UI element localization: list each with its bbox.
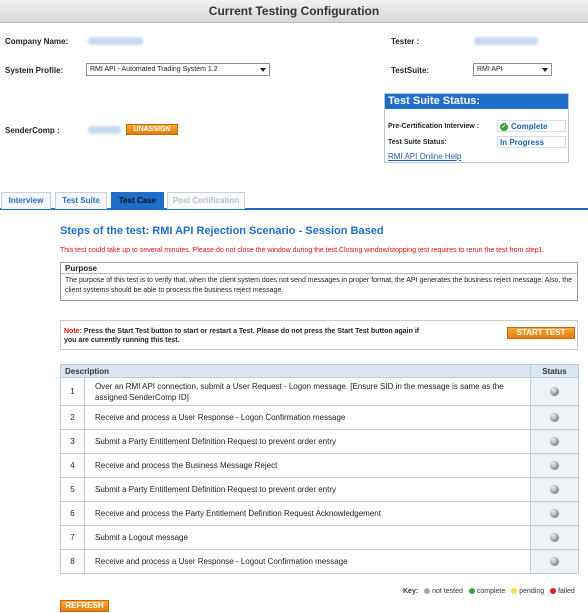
status-not-tested-icon <box>550 557 559 566</box>
step-description: Submit a Party Entitlement Definition Request to prevent order entry <box>85 478 531 502</box>
steps-title: Steps of the test: RMI API Rejection Scenario - Session Based <box>60 225 384 237</box>
system-profile-value: RMI API - Automated Trading System 1.2 <box>90 66 218 73</box>
step-status <box>531 550 579 574</box>
table-row <box>61 430 579 454</box>
step-description: Receive and process the Business Message Reject <box>85 454 531 478</box>
status-not-tested-icon <box>550 485 559 494</box>
purpose-box <box>60 262 578 301</box>
step-status <box>531 502 579 526</box>
key-pending: pending <box>519 588 545 595</box>
step-status <box>531 406 579 430</box>
chevron-down-icon <box>260 68 266 72</box>
step-number: 8 <box>61 550 85 574</box>
step-description: Submit a Party Entitlement Definition Request to prevent order entry <box>85 430 531 454</box>
step-number: 3 <box>61 430 85 454</box>
step-number: 5 <box>61 478 85 502</box>
note-text: Press the Start Test button to start or restart a Test. Please do not press the Start Test button again if you are currently running this test. <box>64 328 420 344</box>
pending-dot-icon <box>511 588 517 594</box>
not-tested-dot-icon <box>424 588 430 594</box>
tab-interview[interactable]: Interview <box>1 192 51 209</box>
table-row <box>61 378 579 406</box>
testsuite-label: TestSuite: <box>391 66 430 75</box>
key-not-tested: not tested <box>432 588 463 595</box>
status-not-tested-icon <box>550 387 559 396</box>
table-row <box>61 406 579 430</box>
table-header-row <box>61 365 579 378</box>
purpose-heading: Purpose <box>61 263 577 274</box>
step-number: 7 <box>61 526 85 550</box>
status-not-tested-icon <box>550 509 559 518</box>
column-header-status: Status <box>531 365 579 378</box>
step-description: Receive and process the Party Entitlement Definition Request Acknowledgement <box>85 502 531 526</box>
start-test-button[interactable]: START TEST <box>507 327 575 339</box>
suite-status-value: In Progress <box>497 136 566 148</box>
tab-test-suite[interactable]: Test Suite <box>55 192 107 209</box>
precert-value: Complete <box>511 122 548 131</box>
step-status <box>531 378 579 406</box>
key-complete: complete <box>476 588 506 595</box>
unassign-button[interactable]: UNASSIGN <box>126 124 178 135</box>
sendercomp-value-redacted <box>88 126 121 134</box>
step-number: 2 <box>61 406 85 430</box>
step-description: Receive and process a User Response - Logon Confirmation message <box>85 406 531 430</box>
note <box>64 327 424 345</box>
tester-value-redacted <box>474 37 538 45</box>
key-label: Key: <box>403 588 419 595</box>
test-suite-status-panel <box>384 93 569 163</box>
suite-status-label: Test Suite Status: <box>388 139 447 146</box>
step-number: 6 <box>61 502 85 526</box>
step-description: Over an RMI API connection, submit a User Request - Logon message. [Ensure SID in the message is same as the assigned SenderComp ID] <box>85 378 531 406</box>
warning-text: This test could take up to several minutes. Please do not close the window during the test.Closing window/stopping test requires to rerun the test from step1. <box>60 247 545 254</box>
complete-dot-icon <box>469 588 475 594</box>
page-title: Current Testing Configuration <box>0 0 588 23</box>
step-description: Submit a Logout message <box>85 526 531 550</box>
status-key <box>403 588 575 595</box>
testsuite-value: RMI API <box>477 66 503 73</box>
purpose-text: The purpose of this test is to verify that, when the client system does not send messages in proper format, the API generates the business reject message. Also, the client systems should be able to process the business reject message. <box>65 277 572 294</box>
testsuite-select[interactable] <box>473 63 552 76</box>
status-not-tested-icon <box>550 437 559 446</box>
step-status <box>531 478 579 502</box>
company-name-value-redacted <box>88 37 143 45</box>
note-prefix: Note: <box>64 328 82 335</box>
step-status <box>531 454 579 478</box>
step-status <box>531 430 579 454</box>
check-icon: ✓ <box>501 123 507 130</box>
table-row <box>61 478 579 502</box>
step-number: 4 <box>61 454 85 478</box>
table-row <box>61 502 579 526</box>
step-number: 1 <box>61 378 85 406</box>
sendercomp-label: SenderComp : <box>5 126 60 135</box>
column-header-description: Description <box>61 365 531 378</box>
precert-label: Pre-Certification Interview : <box>388 123 480 130</box>
table-row <box>61 550 579 574</box>
system-profile-select[interactable] <box>86 63 270 76</box>
status-not-tested-icon <box>550 461 559 470</box>
chevron-down-icon <box>542 68 548 72</box>
company-name-label: Company Name: <box>5 37 69 46</box>
system-profile-label: System Profile: <box>5 66 64 75</box>
step-status <box>531 526 579 550</box>
online-help-link[interactable]: RMI API Online Help <box>388 152 462 161</box>
tab-post-certification[interactable]: Post Certification <box>167 192 245 209</box>
steps-table <box>60 364 579 574</box>
refresh-button[interactable]: REFRESH <box>60 600 109 612</box>
status-not-tested-icon <box>550 533 559 542</box>
tab-test-case[interactable]: Test Case <box>111 192 164 209</box>
table-row <box>61 454 579 478</box>
precert-status <box>497 120 566 132</box>
step-description: Receive and process a User Response - Logout Confirmation message <box>85 550 531 574</box>
status-panel-title: Test Suite Status: <box>385 94 568 109</box>
note-box <box>60 320 578 350</box>
tester-label: Tester : <box>391 37 420 46</box>
table-row <box>61 526 579 550</box>
key-failed: failed <box>558 588 575 595</box>
status-not-tested-icon <box>550 413 559 422</box>
failed-dot-icon <box>550 588 556 594</box>
tab-bar <box>0 191 588 210</box>
